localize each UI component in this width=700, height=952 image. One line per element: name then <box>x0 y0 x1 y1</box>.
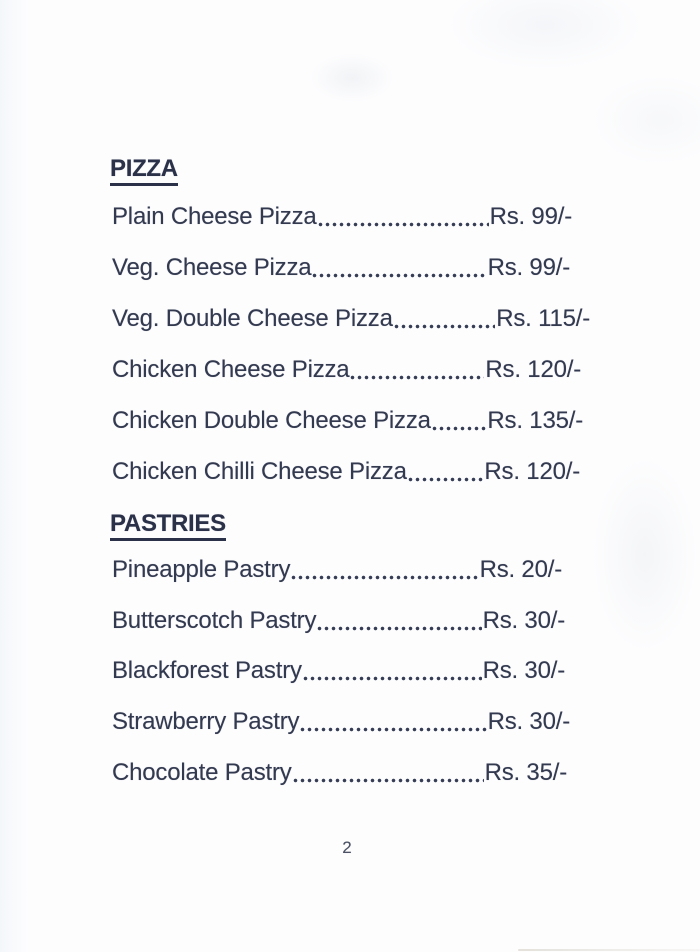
section-heading-pastries-label: PASTRIES <box>110 510 226 541</box>
dot-leader <box>394 324 495 329</box>
menu-item-price: Rs. 30/- <box>482 657 565 684</box>
menu-item-chocolate-pastry <box>112 758 590 787</box>
menu-item-chicken-chilli-cheese-pizza <box>112 457 590 486</box>
dot-leader <box>303 676 482 681</box>
menu-item-name: Strawberry Pastry <box>112 708 300 735</box>
menu-item-name: Pineapple Pastry <box>112 556 291 583</box>
menu-item-strawberry-pastry <box>112 707 590 736</box>
page-number: 2 <box>342 838 352 857</box>
menu-item-price: Rs. 120/- <box>484 458 580 485</box>
menu-item-blackforest-pastry <box>112 656 590 685</box>
menu-item-veg-cheese-pizza <box>112 253 590 282</box>
dot-leader <box>317 626 481 631</box>
section-heading-pizza-label: PIZZA <box>110 155 178 186</box>
section-heading-pastries <box>110 510 226 541</box>
dot-leader <box>293 778 484 783</box>
dot-leader <box>432 426 487 431</box>
menu-item-name: Chicken Cheese Pizza <box>112 356 350 383</box>
menu-item-name: Plain Cheese Pizza <box>112 203 317 230</box>
menu-item-price: Rs. 135/- <box>487 407 583 434</box>
menu-item-price: Rs. 115/- <box>496 305 590 332</box>
menu-item-price: Rs. 35/- <box>484 759 567 786</box>
menu-item-name: Veg. Cheese Pizza <box>112 254 312 281</box>
menu-item-veg-double-cheese-pizza <box>112 304 590 333</box>
dot-leader <box>312 273 486 278</box>
dot-leader <box>300 727 486 732</box>
menu-item-name: Veg. Double Cheese Pizza <box>112 305 393 332</box>
menu-item-price: Rs. 30/- <box>482 607 565 634</box>
menu-item-plain-cheese-pizza <box>112 202 590 231</box>
menu-item-name: Butterscotch Pastry <box>112 607 317 634</box>
menu-item-price: Rs. 30/- <box>487 708 570 735</box>
menu-item-butterscotch-pastry <box>112 606 590 635</box>
scan-edge-artifact <box>518 949 700 951</box>
dot-leader <box>408 477 484 482</box>
section-heading-pizza <box>110 155 178 186</box>
dot-leader <box>350 375 484 380</box>
menu-item-price: Rs. 120/- <box>485 356 581 383</box>
dot-leader <box>291 575 478 580</box>
menu-item-price: Rs. 99/- <box>487 254 570 281</box>
menu-item-price: Rs. 99/- <box>489 203 572 230</box>
menu-item-pineapple-pastry <box>112 555 590 584</box>
menu-item-name: Chicken Double Cheese Pizza <box>112 407 431 434</box>
menu-item-name: Chicken Chilli Cheese Pizza <box>112 458 407 485</box>
menu-item-name: Chocolate Pastry <box>112 759 292 786</box>
menu-item-name: Blackforest Pastry <box>112 657 302 684</box>
menu-item-chicken-double-cheese-pizza <box>112 406 590 435</box>
menu-item-chicken-cheese-pizza <box>112 355 590 384</box>
dot-leader <box>318 222 489 227</box>
menu-item-price: Rs. 20/- <box>479 556 562 583</box>
